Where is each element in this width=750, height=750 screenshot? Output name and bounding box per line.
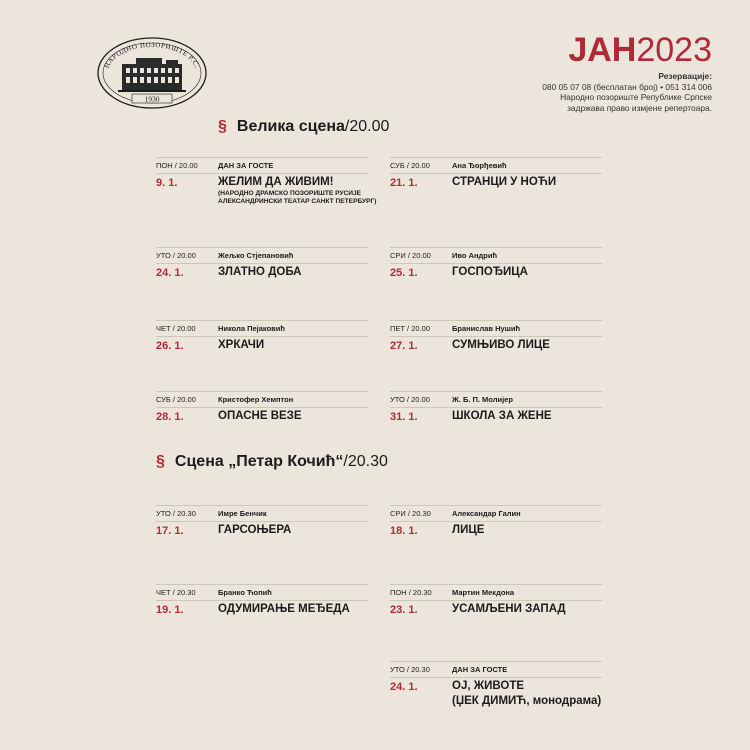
event-title: УСАМЉЕНИ ЗАПАД — [452, 603, 566, 615]
event-date: 26. 1. — [156, 340, 184, 352]
event-title: ЗЛАТНО ДОБА — [218, 266, 302, 278]
event-date: 9. 1. — [156, 177, 178, 189]
event-day-time: СУБ / 20.00 — [156, 395, 196, 404]
event-date: 24. 1. — [390, 681, 418, 693]
event-author: Кристофер Хемптон — [218, 395, 294, 404]
event-title: ХРКАЧИ — [218, 339, 265, 351]
event-title: ГОСПОЂИЦА — [452, 266, 528, 278]
logo-arc-text: НАРОДНО ПОЗОРИШТЕ Р.С. — [102, 40, 202, 70]
event-day-time: ПОН / 20.00 — [156, 161, 198, 170]
event-author: Мартин Мекдона — [452, 588, 515, 597]
disclaimer-line-2: задржава право измјене репертоара. — [567, 102, 712, 113]
reservation-phones: 080 05 07 08 (бесплатан број) • 051 314 006 — [542, 81, 712, 92]
event-title: ЖЕЛИМ ДА ЖИВИМ! — [218, 176, 334, 188]
section-symbol: § — [156, 453, 165, 470]
event-author: Бранислав Нушић — [452, 324, 521, 333]
section-symbol: § — [218, 118, 227, 135]
section-time: /20.00 — [344, 118, 390, 135]
event-author: ДАН ЗА ГОСТЕ — [218, 161, 274, 170]
event-author: Ж. Б. П. Молијер — [452, 395, 513, 404]
event-title: ШКОЛА ЗА ЖЕНЕ — [452, 410, 552, 422]
event-day-time: ЧЕТ / 20.30 — [156, 588, 196, 597]
event-title: ОДУМИРАЊЕ МЕЂЕДА — [218, 603, 350, 615]
reservations-label: Резервације: — [658, 71, 712, 81]
event-author: Александар Галин — [452, 509, 521, 518]
event-author: Имре Бенчик — [218, 509, 267, 518]
event-day-time: СУБ / 20.00 — [390, 161, 430, 170]
event-note-line-1: (НАРОДНО ДРАМСКО ПОЗОРИШТЕ РУСИЈЕ — [218, 190, 362, 197]
reservation-info — [542, 71, 712, 113]
event-author: Никола Пејаковић — [218, 324, 285, 333]
event-date: 21. 1. — [390, 177, 418, 189]
section-kocic-stage — [156, 453, 388, 471]
event-title: ЛИЦЕ — [452, 524, 485, 536]
event-day-time: УТО / 20.30 — [156, 509, 196, 518]
event-day-time: УТО / 20.00 — [390, 395, 430, 404]
event-day-time: ПЕТ / 20.00 — [390, 324, 430, 333]
event-note — [218, 190, 376, 206]
theatre-logo — [96, 36, 208, 110]
event-day-time: ЧЕТ / 20.00 — [156, 324, 196, 333]
event-date: 24. 1. — [156, 267, 184, 279]
event-author: Ана Ђорђевић — [452, 161, 507, 170]
event-day-time: ПОН / 20.30 — [390, 588, 432, 597]
event-author: Жељко Стјепановић — [218, 251, 294, 260]
event-title: ГАРСОЊЕРА — [218, 524, 292, 536]
event-date: 25. 1. — [390, 267, 418, 279]
month-heading — [568, 32, 712, 68]
event-title: СТРАНЦИ У НОЋИ — [452, 176, 557, 188]
event-day-time: УТО / 20.30 — [390, 665, 430, 674]
event-author: ДАН ЗА ГОСТЕ — [452, 665, 508, 674]
section-title: Сцена „Петар Кочић“ — [174, 453, 344, 470]
event-subtitle: (ЏЕК ДИМИЋ, монодрама) — [452, 695, 602, 707]
event-date: 17. 1. — [156, 525, 184, 537]
event-date: 19. 1. — [156, 604, 184, 616]
event-author: Бранко Ћопић — [218, 588, 272, 597]
event-day-time: СРИ / 20.00 — [390, 251, 431, 260]
event-title: ОПАСНЕ ВЕЗЕ — [218, 410, 302, 422]
event-date: 27. 1. — [390, 340, 418, 352]
event-title: ОЈ, ЖИВОТЕ — [452, 680, 525, 692]
event-date: 23. 1. — [390, 604, 418, 616]
year-label: 2023 — [636, 31, 712, 69]
event-day-time: СРИ / 20.30 — [390, 509, 431, 518]
event-title: СУМЊИВО ЛИЦЕ — [452, 339, 550, 351]
event-date: 31. 1. — [390, 411, 418, 423]
month-label: ЈАН — [568, 31, 637, 69]
section-title: Велика сцена — [236, 118, 345, 135]
event-date: 28. 1. — [156, 411, 184, 423]
event-day-time: УТО / 20.00 — [156, 251, 196, 260]
disclaimer-line-1: Народно позориште Републике Српске — [560, 92, 712, 102]
section-main-stage — [218, 118, 389, 136]
event-date: 18. 1. — [390, 525, 418, 537]
event-author: Иво Андрић — [452, 251, 498, 260]
section-time: /20.30 — [343, 453, 388, 470]
event-note-line-2: АЛЕКСАНДРИНСКИ ТЕАТАР САНКТ ПЕТЕРБУРГ) — [218, 198, 377, 205]
logo-year: 1930 — [144, 94, 160, 104]
